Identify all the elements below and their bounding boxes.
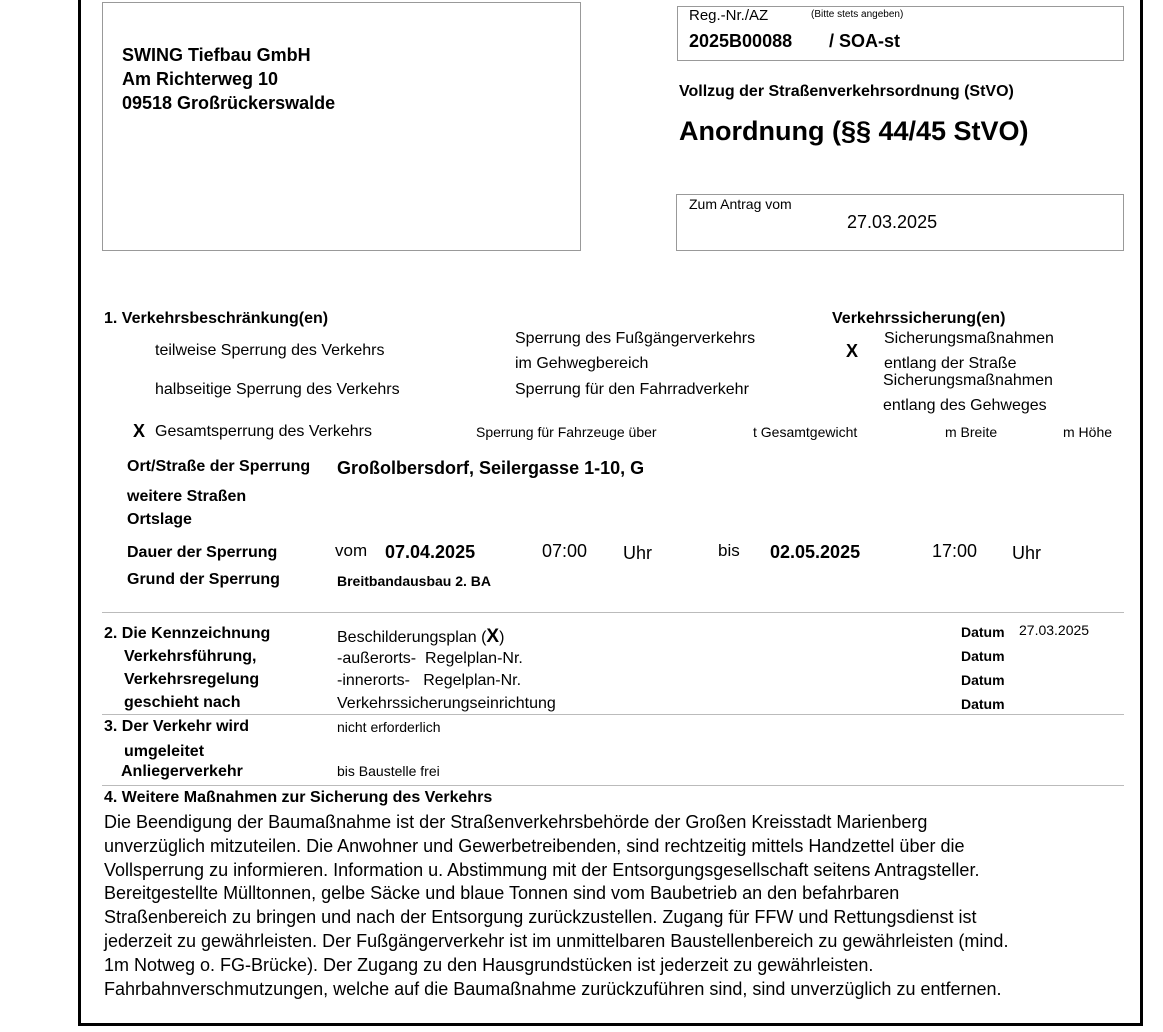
duration-from-time: 07:00 xyxy=(542,541,588,561)
section4-text xyxy=(104,811,1124,1001)
section4-line-6: jederzeit zu gewährleisten. Der Fußgängerverkehr ist im unmittelbaren Baustellenbereich zu gewährleisten (mind. xyxy=(104,930,1009,951)
divider-section2 xyxy=(102,612,1124,613)
vehicle-restriction-label: Sperrung für Fahrzeuge über xyxy=(476,424,657,440)
divider-section4 xyxy=(102,785,1124,786)
safety-sidewalk-line1: Sicherungsmaßnahmen xyxy=(883,372,1053,389)
registration-suffix: / SOA-st xyxy=(829,31,901,51)
regelplan-innerorts: -innerorts- Regelplan-Nr. xyxy=(337,672,522,689)
recipient-address-box xyxy=(102,2,581,251)
reason-label: Grund der Sperrung xyxy=(127,571,280,588)
section2-heading-line4: geschieht nach xyxy=(124,694,241,711)
anlieger-label: Anliegerverkehr xyxy=(121,763,243,780)
restriction-pedestrian-line2: im Gehwegbereich xyxy=(515,355,649,372)
reason-value: Breitbandausbau 2. BA xyxy=(337,573,492,589)
diversion-value: nicht erforderlich xyxy=(337,719,441,735)
section2-heading-line3: Verkehrsregelung xyxy=(124,671,260,688)
safety-street-mark: X xyxy=(846,341,859,361)
section3-heading-line1: 3. Der Verkehr wird xyxy=(104,718,249,735)
safety-equipment: Verkehrssicherungseinrichtung xyxy=(337,695,556,712)
duration-from-date: 07.04.2025 xyxy=(385,542,476,562)
vehicle-height-label: m Höhe xyxy=(1063,424,1113,440)
duration-label: Dauer der Sperrung xyxy=(127,544,278,561)
document-subtitle: Vollzug der Straßenverkehrsordnung (StVO) xyxy=(679,83,1014,100)
signage-plan-suffix: ) xyxy=(499,629,505,646)
location-label: Ort/Straße der Sperrung xyxy=(127,458,311,475)
restriction-bicycle: Sperrung für den Fahrradverkehr xyxy=(515,381,749,398)
section3-heading-line2: umgeleitet xyxy=(124,743,205,760)
duration-from-uhr: Uhr xyxy=(623,543,653,563)
antrag-date: 27.03.2025 xyxy=(847,212,938,232)
safety-sidewalk-line2: entlang des Gehweges xyxy=(883,397,1047,414)
duration-to-time: 17:00 xyxy=(932,541,978,561)
section4-line-8: Fahrbahnverschmutzungen, welche auf die Baumaßnahme zurückzuführen sind, sind unverzüglich zu entfernen. xyxy=(104,978,1002,999)
section4-line-2: unverzüglich mitzuteilen. Die Anwohner und Gewerbetreibenden, sind rechtzeitig mittels Handzettel über die xyxy=(104,835,965,856)
regelplan-ausserorts: -außerorts- Regelplan-Nr. xyxy=(337,650,523,667)
signage-plan-prefix: Beschilderungsplan ( xyxy=(337,629,487,646)
section4-line-1: Die Beendigung der Baumaßnahme ist der Straßenverkehrsbehörde der Großen Kreisstadt Marienberg xyxy=(104,812,928,832)
registration-note: (Bitte stets angeben) xyxy=(811,9,904,20)
restriction-half: halbseitige Sperrung des Verkehrs xyxy=(155,381,400,398)
signage-plan-mark: X xyxy=(486,626,500,647)
duration-from-label: vom xyxy=(335,541,368,560)
datum-label-3: Datum xyxy=(961,672,1005,688)
datum-label-4: Datum xyxy=(961,696,1005,712)
section4-line-5: Straßenbereich zu bringen und nach der Entsorgung zurückzustellen. Zugang für FFW und Rettungsdienst ist xyxy=(104,907,977,928)
section4-line-4: Bereitgestellte Mülltonnen, gelbe Säcke und blaue Tonnen sind vom Baubetrieb an den befahrbaren xyxy=(104,883,900,904)
safety-street-line2: entlang der Straße xyxy=(884,355,1017,372)
document-title: Anordnung (§§ 44/45 StVO) xyxy=(679,116,1029,146)
restriction-pedestrian-line1: Sperrung des Fußgängerverkehrs xyxy=(515,330,756,347)
safety-heading: Verkehrssicherung(en) xyxy=(832,310,1006,327)
section4-line-3: Vollsperrung zu informieren. Information u. Abstimmung mit der Entsorgungsgesellschaft seitens Antragsteller. xyxy=(104,859,980,880)
datum-value-1: 27.03.2025 xyxy=(1019,622,1090,638)
datum-label-2: Datum xyxy=(961,648,1005,664)
section4-heading: 4. Weitere Maßnahmen zur Sicherung des Verkehrs xyxy=(104,789,493,806)
vehicle-width-label: m Breite xyxy=(945,424,998,440)
duration-to-label: bis xyxy=(718,541,740,560)
restriction-full-mark: X xyxy=(133,421,146,441)
section2-heading-line1: 2. Die Kennzeichnung xyxy=(104,625,271,642)
section1-heading: 1. Verkehrsbeschränkung(en) xyxy=(104,310,329,327)
divider-section3 xyxy=(102,714,1124,715)
duration-to-uhr: Uhr xyxy=(1012,543,1042,563)
registration-label: Reg.-Nr./AZ xyxy=(689,7,769,24)
vehicle-weight-label: t Gesamtgewicht xyxy=(753,424,858,440)
recipient-city: 09518 Großrückerswalde xyxy=(122,93,336,113)
restriction-partial: teilweise Sperrung des Verkehrs xyxy=(155,342,385,359)
antrag-label: Zum Antrag vom xyxy=(689,196,792,212)
safety-street-line1: Sicherungsmaßnahmen xyxy=(884,330,1054,347)
datum-label-1: Datum xyxy=(961,624,1005,640)
registration-number: 2025B00088 xyxy=(689,31,793,51)
section4-line-7: 1m Notweg o. FG-Brücke). Der Zugang zu den Hausgrundstücken ist jederzeit zu gewährleisten. xyxy=(104,954,874,975)
ortslage-label: Ortslage xyxy=(127,511,192,528)
restriction-full: Gesamtsperrung des Verkehrs xyxy=(155,423,372,440)
signage-plan xyxy=(337,626,504,648)
further-streets-label: weitere Straßen xyxy=(127,488,247,505)
section2-heading-line2: Verkehrsführung, xyxy=(124,648,257,665)
recipient-name: SWING Tiefbau GmbH xyxy=(122,45,311,65)
recipient-street: Am Richterweg 10 xyxy=(122,69,279,89)
anlieger-value: bis Baustelle frei xyxy=(337,763,440,779)
location-value: Großolbersdorf, Seilergasse 1-10, G xyxy=(337,458,645,478)
duration-to-date: 02.05.2025 xyxy=(770,542,861,562)
